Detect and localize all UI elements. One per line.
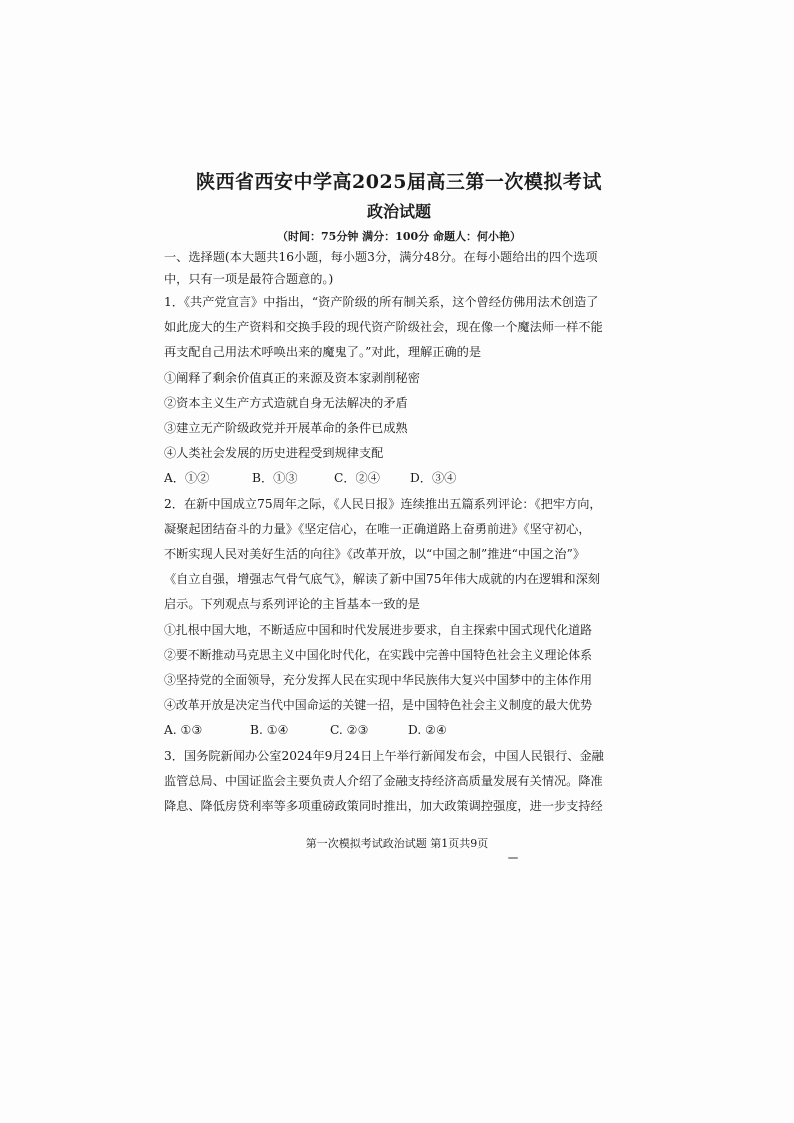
question-stem-line: 凝聚起团结奋斗的力量》《坚定信心，在唯一正确道路上奋勇前进》《坚守初心， — [164, 521, 591, 536]
question-stem-line: 启示。下列观点与系列评论的主旨基本一致的是 — [164, 597, 420, 612]
answer-options — [164, 466, 634, 491]
statement-item: ①扎根中国大地，不断适应中国和时代发展进步要求，自主探索中国式现代化道路 — [164, 622, 593, 637]
subject-title: 政治试题 — [366, 202, 431, 221]
scan-smudge — [508, 857, 518, 859]
option-d: D. ②④ — [408, 723, 447, 738]
statement-item: ③建立无产阶级政党并开展革命的条件已成熟 — [164, 421, 408, 436]
question-stem-line: 2．在新中国成立75周年之际，《人民日报》连续推出五篇系列评论：《把牢方向， — [164, 496, 602, 511]
section-instructions — [164, 246, 634, 290]
statement-item: ②要不断推动马克思主义中国化时代化，在实践中完善中国特色社会主义理论体系 — [164, 647, 593, 662]
instruction-line: 一、选择题(本大题共16小题，每小题3分，满分48分。在每小题给出的四个选项 — [164, 250, 598, 264]
option-a: A．①② — [164, 471, 210, 486]
option-c: C. ②③ — [330, 723, 369, 738]
answer-options — [164, 718, 634, 743]
statement-item: ④人类社会发展的历史进程受到规律支配 — [164, 446, 384, 461]
question-1 — [164, 290, 634, 492]
question-stem-line: 《自立自强，增强志气骨气底气》，解读了新中国75年伟大成就的内在逻辑和深刻 — [164, 572, 600, 587]
question-stem-line: 如此庞大的生产资料和交换手段的现代资产阶级社会，现在像一个魔法师一样不能 — [164, 320, 603, 335]
option-a: A. ①③ — [164, 723, 203, 738]
statement-item: ①阐释了剩余价值真正的来源及资本家剥削秘密 — [164, 370, 420, 385]
option-b: B．①③ — [252, 471, 298, 486]
instruction-line: 中，只有一项是最符合题意的。) — [164, 272, 334, 286]
page-content — [164, 168, 634, 819]
statement-item: ③坚持党的全面领导，充分发挥人民在实现中华民族伟大复兴中国梦中的主体作用 — [164, 673, 593, 688]
option-c: C．②④ — [334, 471, 380, 486]
question-3 — [164, 744, 634, 820]
question-stem-line: 不断实现人民对美好生活的向往》《改革开放，以“中国之制”推进“中国之治”》 — [164, 547, 586, 562]
question-stem-line: 监管总局、中国证监会主要负责人介绍了金融支持经济高质量发展有关情况。降准 — [164, 773, 603, 788]
option-b: B. ①④ — [250, 723, 289, 738]
question-2 — [164, 492, 634, 744]
exam-title: 陕西省西安中学高2025届高三第一次模拟考试 — [196, 171, 602, 193]
exam-meta: （时间：75分钟 满分：100分 命题人：何小艳） — [277, 230, 521, 243]
page-footer: 第一次模拟考试政治试题 第1页共9页 — [305, 837, 489, 850]
question-stem-line: 降息、降低房贷利率等多项重磅政策同时推出，加大政策调控强度，进一步支持经 — [164, 799, 603, 814]
question-stem-line: 再支配自己用法术呼唤出来的魔鬼了。”对此，理解正确的是 — [164, 345, 482, 360]
statement-item: ②资本主义生产方式造就自身无法解决的矛盾 — [164, 395, 408, 410]
question-stem-line: 1．《共产党宣言》中指出，“资产阶级的所有制关系，这个曾经仿佛用法术创造了 — [164, 295, 599, 309]
question-stem-line: 3．国务院新闻办公室2024年9月24日上午举行新闻发布会，中国人民银行、金融 — [164, 748, 604, 763]
option-d: D．③④ — [410, 471, 457, 486]
statement-item: ④改革开放是决定当代中国命运的关键一招，是中国特色社会主义制度的最大优势 — [164, 698, 593, 713]
